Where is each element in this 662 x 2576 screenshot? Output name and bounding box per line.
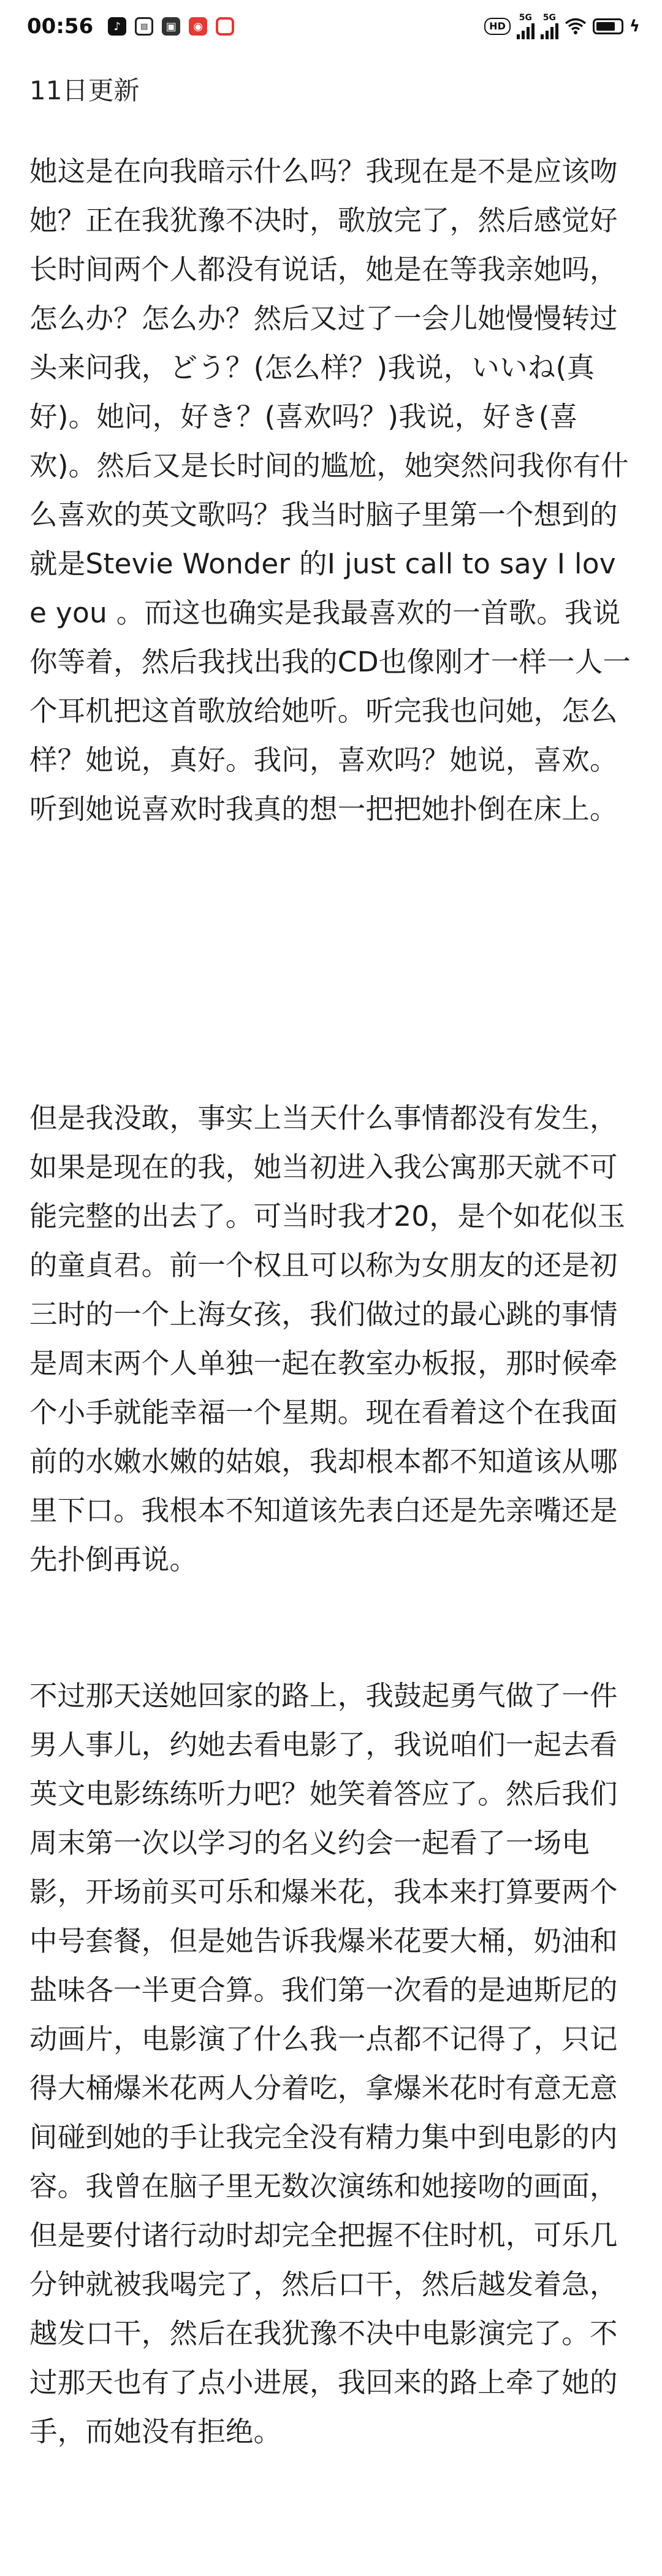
box-app-icon: ▤ [135,17,153,36]
charging-icon: ϟ [629,17,640,36]
status-bar-left [27,14,234,39]
network-indicator [517,13,535,39]
box-app-icon: ▣ [162,17,180,36]
status-bar-right [484,13,640,39]
article-paragraph: 她这是在向我暗示什么吗？我现在是不是应该吻她？正在我犹豫不决时，歌放完了，然后感觉好长时间两个人都没有说话，她是在等我亲她吗，怎么办？怎么办？然后又过了一会儿她慢慢转过头来问我，どう？(怎么样？)我说，いいね(真好)。她问，好き？(喜欢吗？)我说，好き(喜欢)。然后又是长时间的尴尬，她突然问我你有什么喜欢的英文歌吗？我当时脑子里第一个想到的就是Stevie Wonder 的I just call to say I love you 。而这也确实是我最喜欢的一首歌。我说你等着，然后我找出我的CD也像刚才一样一人一个耳机把这首歌放给她听。听完我也问她，怎么样？她说，真好。我问，喜欢吗？她说，喜欢。听到她说喜欢时我真的想一把把她扑倒在床上。 [29,155,631,825]
status-time: 00:56 [27,14,94,39]
network-type-label: 5G [542,13,556,23]
signal-icon [517,22,535,39]
hd-badge: HD [484,18,511,35]
red-app-icon: ◉ [189,17,207,36]
network-indicator [541,13,558,39]
battery-icon [593,18,623,34]
network-type-label: 5G [519,13,532,23]
update-label: 11日更新 [29,75,140,105]
wifi-icon [565,18,587,35]
tiktok-icon: ♪ [108,17,126,36]
battery-fill [596,22,615,31]
status-bar [0,0,662,53]
article-paragraph: 但是我没敢，事实上当天什么事情都没有发生，如果是现在的我，她当初进入我公寓那天就不可能完整的出去了。可当时我才20，是个如花似玉的童貞君。前一个权且可以称为女朋友的还是初三时的一个上海女孩，我们做过的最心跳的事情是周末两个人单独一起在教室办板报，那时候牵个小手就能幸福一个星期。现在看着这个在我面前的水嫩水嫩的姑娘，我却根本都不知道该从哪里下口。我根本不知道该先表白还是先亲嘴还是先扑倒再说。 [29,1102,626,1576]
red-ring-app-icon [216,17,234,36]
article-paragraph: 不过那天送她回家的路上，我鼓起勇气做了一件男人事儿，约她去看电影了，我说咱们一起去看英文电影练练听力吧？她笑着答应了。然后我们周末第一次以学习的名义约会一起看了一场电影，开场前买可乐和爆米花，我本来打算要两个中号套餐，但是她告诉我爆米花要大桶，奶油和盐味各一半更合算。我们第一次看的是迪斯尼的动画片，电影演了什么我一点都不记得了，只记得大桶爆米花两人分着吃，拿爆米花时有意无意间碰到她的手让我完全没有精力集中到电影的内容。我曾在脑子里无数次演练和她接吻的画面，但是要付诸行动时却完全把握不住时机，可乐几分钟就被我喝完了，然后口干，然后越发着急，越发口干，然后在我犹豫不决中电影演完了。不过那天也有了点小进展，我回来的路上牵了她的手，而她没有拒绝。 [29,1680,618,2448]
signal-icon [541,22,558,39]
